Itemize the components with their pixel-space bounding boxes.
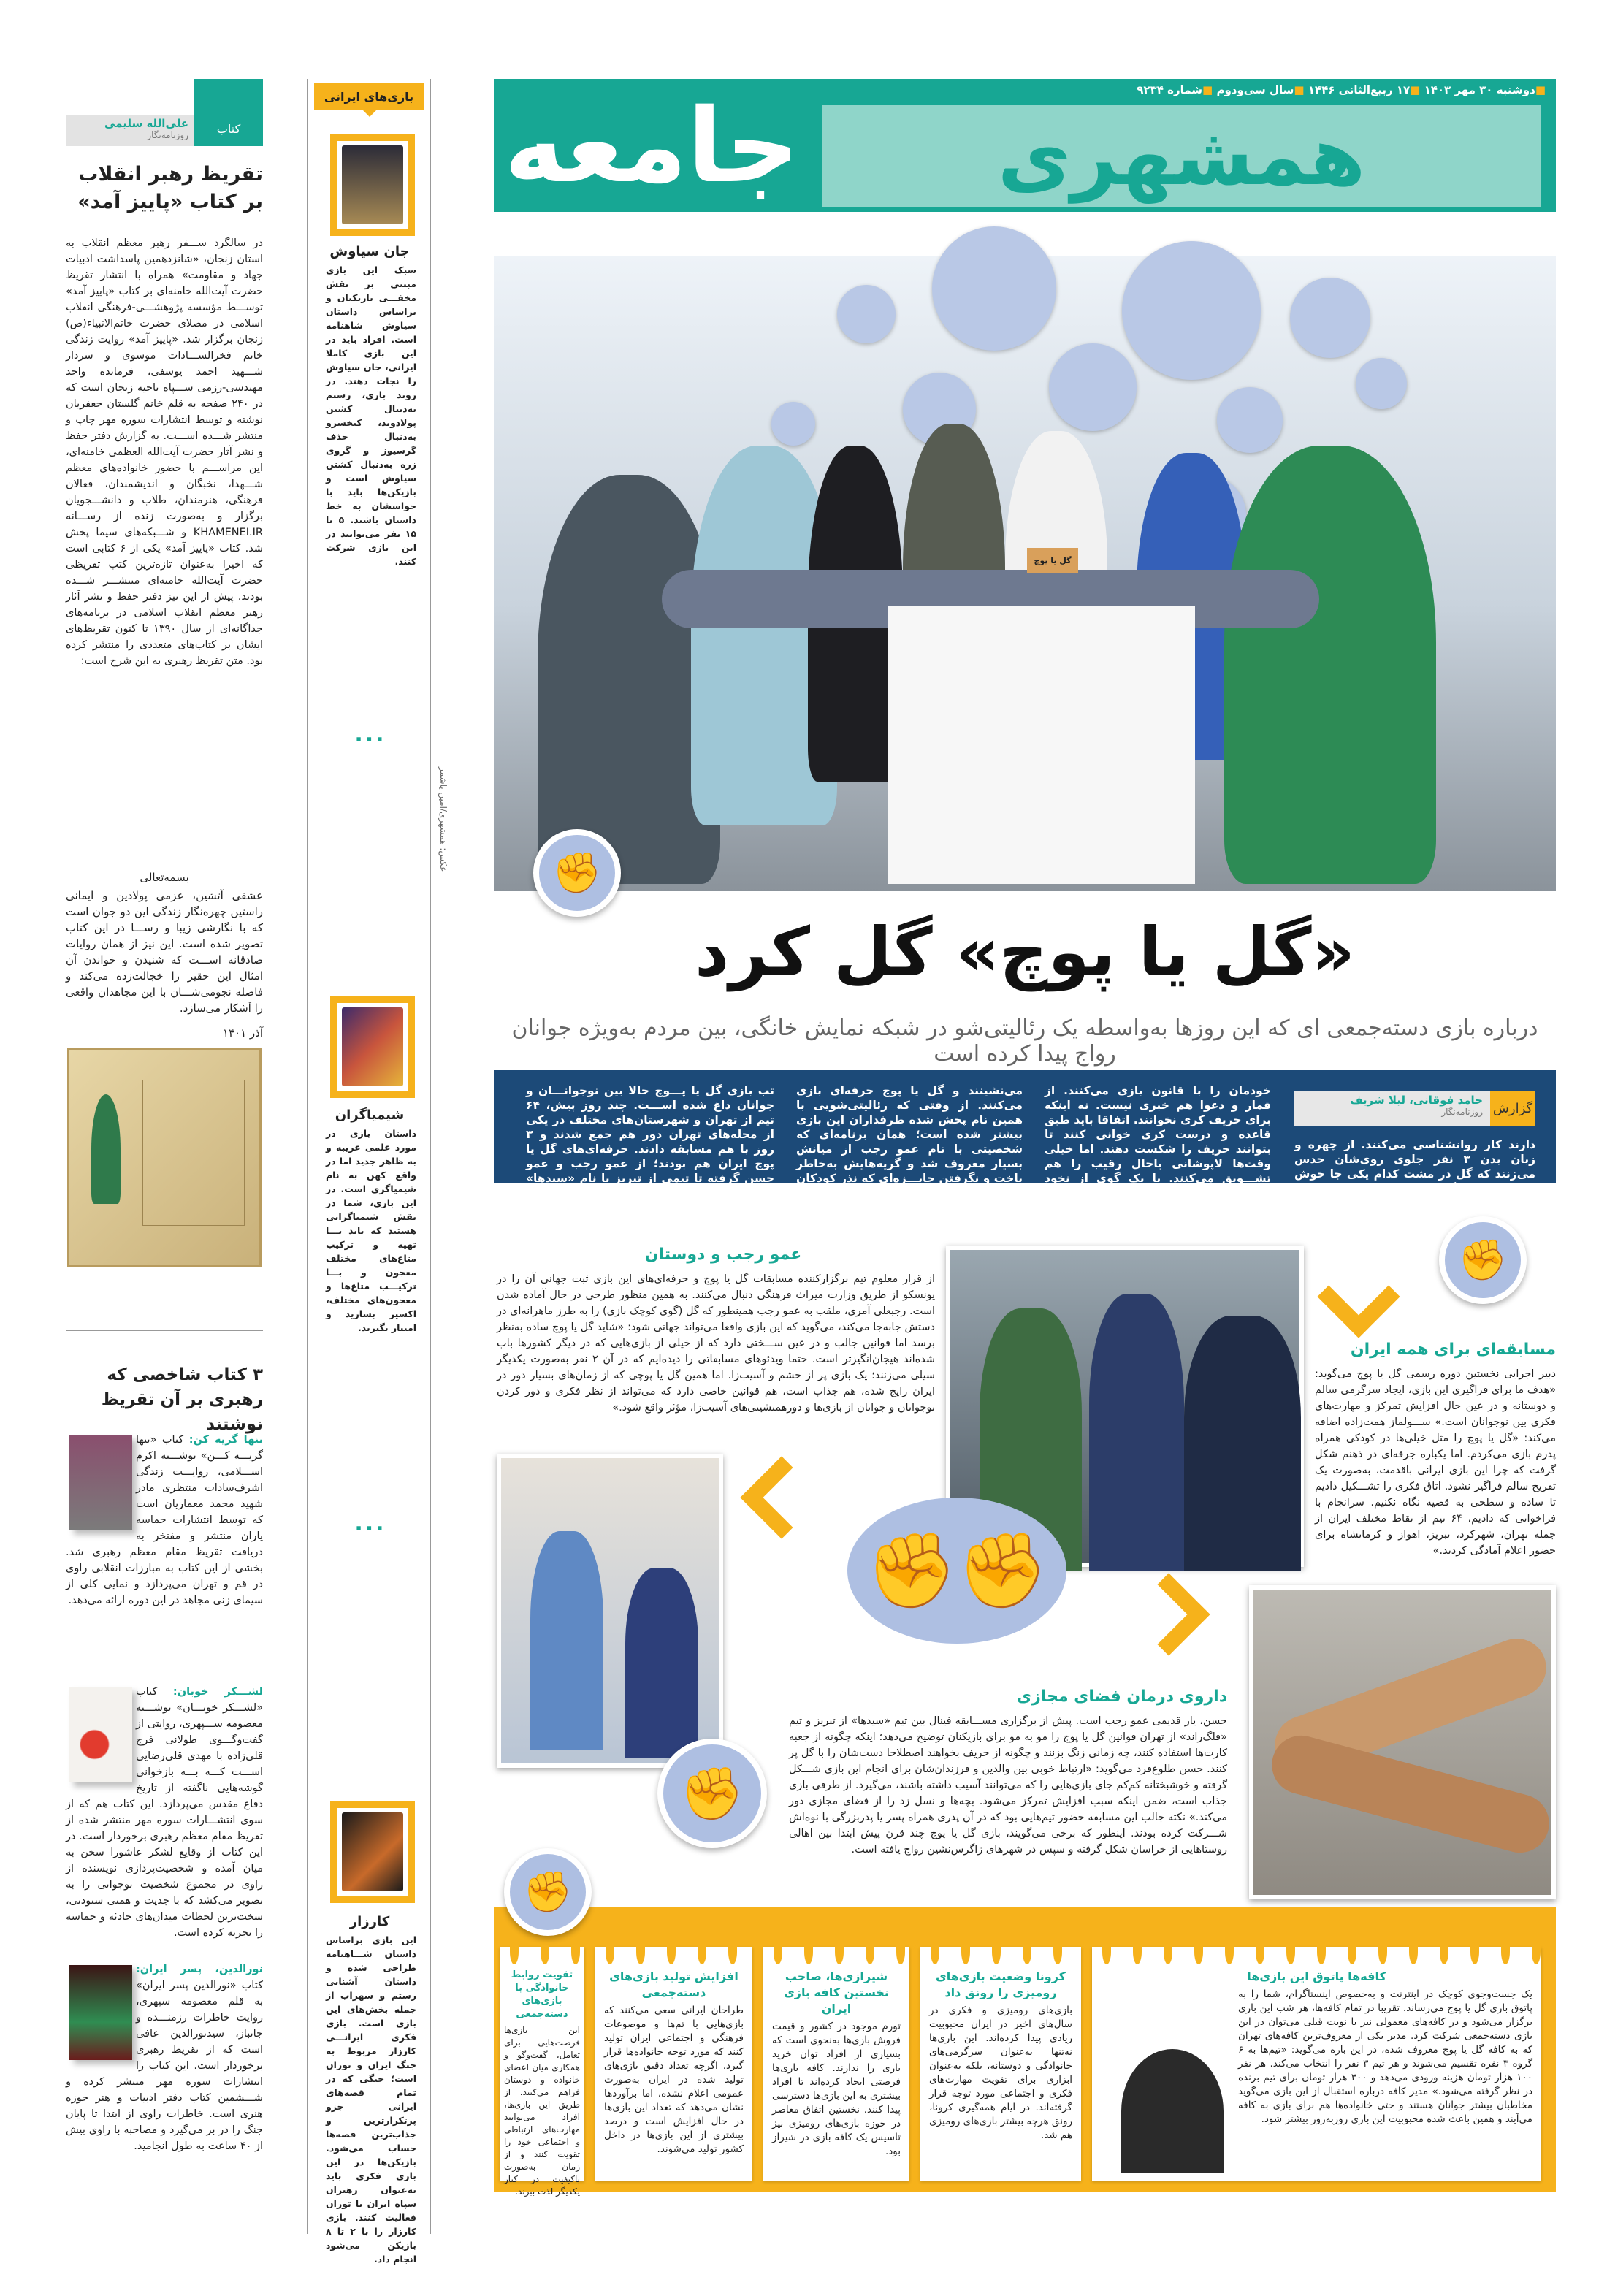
book-article-title: تقریظ رهبر انقلاب بر کتاب «پاییز آمد» bbox=[77, 163, 263, 213]
card-text: این بازی‌ها فرصت‌هایی برای تعامل، گفت‌وگو و همکاری میان اعضای خانواده و دوستان فراهم می‌کنند. از طریق این بازی‌ها، افراد می‌توانند مهارت‌های ارتباطی و اجتماعی خود را تقویت کنند و از زمان به‌صورت باکیفیت در کنار یکدیگر لذت ببرند. bbox=[504, 2025, 580, 2197]
drip-shape bbox=[1286, 1940, 1295, 1964]
photo-credit: عکس: همشهری/امین یاشمر bbox=[438, 767, 448, 872]
book-name: نورالدین، پسر ایران: bbox=[136, 1964, 263, 1975]
game-title: جان سیاوش bbox=[329, 244, 410, 259]
info-card bbox=[500, 1947, 584, 2197]
lead-col-2: خودمان را با قانون بازی می‌کنند. از قمار و دعوا هم خبری نیست. نه اینکه برای حریف کری نخوانند. اتفاقا باید طبق قاعده و درست کری خوانی کنند تا بتوانند حریف را شکست دهند. اما خیلی وقت‌ها لاپوشانی باحال رقیب را هم تشـــویق می‌کنند. با یک گوی از نخود کوچک‌تر و چند برگه که به آنها شانس بیشتر می‌دهد و یک زنگ رومیزی، ۳ بـــه ۳ روبه‌روی هم bbox=[1045, 1084, 1271, 1229]
drip-shape bbox=[1102, 1940, 1111, 1964]
drip-shape bbox=[1225, 1940, 1234, 1964]
card-title: تقویت روابط خانوادگی با بازی‌های دسته‌جمعی bbox=[511, 1969, 573, 2020]
issue-number: شماره ۹۲۳۴ bbox=[1137, 83, 1203, 96]
arrow-decoration bbox=[1317, 1255, 1400, 1338]
section-title-jameh: جامعه bbox=[504, 87, 800, 206]
book-item-2 bbox=[66, 1684, 263, 1941]
card-title: کرونا وضعیت بازی‌های رومیزی را رونق داد bbox=[936, 1969, 1066, 1999]
float-spacer bbox=[66, 1432, 136, 1530]
author-role: روزنامه‌نگار bbox=[147, 130, 188, 140]
drip-shape bbox=[1023, 1940, 1031, 1964]
book-item-1 bbox=[66, 1432, 263, 1609]
main-headline: «گل یا پوچ» گل کرد bbox=[695, 913, 1355, 991]
book-cover-image-paeez-amad bbox=[67, 1048, 262, 1267]
fist-icon: ✊ bbox=[1439, 1216, 1527, 1304]
drip-shape bbox=[961, 1940, 970, 1964]
book-article-body: در سالگرد ســـفر رهبر معظم انقلاب به استان زنجان، «شانزدهمین پاسداشت ادبیات جهاد و مقاومت» همراه با انتشار تقریظ حضرت آیت‌الله خامنه‌ای بر کتاب «پاییز آمد» توســـط مؤسسه پژوهشـــی-فرهنگی انقلاب اسلامی در مصلای حضرت خاتم‌الانبیاء(ص) زنجان برگزار شد. «پاییز آمد» روایت زندگی خانم فخرالســـادات موسوی و سردار شـــهید احمد یوسفی، فرمانده واحد مهندسی-رزمی ســـپاه ناحیه زنجان است که در ۲۴۰ صفحه به قلم خانم گلستان جعفریان نوشته و توسط انتشارات سوره مهر چاپ و منتشر شـــده اســـت. به گزارش دفتر حفظ و نشر آثار حضرت آیت‌الله العظمی خامنه‌ای، این مراســـم با حضور خانواده‌های معظم شـــهدا، نخبگان و اندیشمندان، فعالان فرهنگی، هنرمندان، طلاب و دانشـــجویان برگزار و به‌صورت زنده از رســـانه KHAMENEI.IR و شـــبکه‌های سیما پخش شد. کتاب «پاییز آمد» یکی از ۶ کتابی است که اخیرا به‌عنوان تازه‌ترین کتب تقریظی حضرت آیت‌الله خامنه‌ای منتشـــر شـــده بودند. پیش از این نیز دفتر حفظ و نشر آثار رهبر معظم انقلاب اسلامی در برنامه‌های جداگانه‌ای از سال ۱۳۹۰ تا کنون تقریظ‌های ایشان بر کتاب‌های متعددی را منتشر کرده بود. متن تقریظ رهبری به این شرح است: bbox=[66, 237, 264, 667]
book-name: لشـــکر خوبان: bbox=[172, 1686, 263, 1698]
sign-gol-ya-pooch: گل یا پوچ bbox=[1027, 548, 1078, 573]
author-name: علی‌الله سلیمی bbox=[104, 117, 188, 130]
date-shamsi: دوشنبه ۳۰ مهر ۱۴۰۳ bbox=[1424, 83, 1535, 96]
separator-dots: ... bbox=[354, 722, 386, 747]
leader-note: عشقی آتشین، عزمی پولادین و ایمانی راستین چهره‌نگار زندگی این دو جوان است که با نگارشی زیبا و رســـا در این کتاب تصویر شده است. این نیز از همان روایات صادقانه اســـت که شنیدن و خواندن آن امثال این حقیر را خجالت‌زده می‌کند و فاصله نجومی‌شـــان با این مجاهدان واقعی را آشکار می‌سازد. bbox=[66, 889, 263, 1015]
book-item-3 bbox=[66, 1961, 263, 2154]
game-text: سبک این بازی مبتنی بر نقش مخفـــی بازیکنان و براساس داستان سیاوش شاهنامه است. افراد باید در این بازی کاملا ایرانی، جان سیاوش را نجات دهند. در روند بازی، رستم به‌دنبال کشتن پولادوند، کیخسرو به‌دنبال حذف گرسیوز و گروی زره به‌دنبال کشتن سیاوش است و بازیکن‌ها باید با حواسشان به خط داستان باشند. ۵ تا ۱۵ نفر می‌توانند در این بازی شرکت کنند. bbox=[326, 264, 416, 567]
game-box-jan-siavash bbox=[330, 134, 415, 236]
drip-shape bbox=[728, 1940, 737, 1964]
sidebar-header: بازی‌های ایرانی bbox=[314, 83, 424, 110]
book-name: تنها گریه کن: bbox=[188, 1434, 264, 1446]
drip-shape bbox=[896, 1940, 905, 1964]
section-tab-book: کتاب bbox=[194, 79, 263, 146]
fists-illustration: ✊✊ bbox=[847, 1498, 1066, 1644]
drip-shape bbox=[1164, 1940, 1172, 1964]
book-text: کتاب «لشـــکر خوبـــان» نوشـــته معصومه ســـپهری، روایتی از گفت‌وگـــوی طولانی فرج قلی‌زاده با مهدی قلی‌رضایی اســـت کـــه بـــه بازخوانی گوشه‌هایی ناگفته از تاریخ دفاع مقدس می‌پردازد. این کتاب هم که از سوی انتشـــارات سوره مهر منتشر شده از تقریظ مقام معظم رهبری برخوردار است. در این کتاب از وقایع لشکر عاشورا سخن به میان آمده و شخصیت‌پردازی نویسنده از راوی در مجموع شخصیت نوجوانی را به تصویر می‌کشد که با جدیت و همتی ستودنی، سخت‌ترین لحظات میدان‌های حادثه و حماسه را تجربه کرده است. bbox=[66, 1686, 263, 1939]
info-card bbox=[1092, 1947, 1541, 2181]
drip-shape bbox=[804, 1940, 813, 1964]
drip-shape bbox=[1501, 1940, 1510, 1964]
drip-shape bbox=[1440, 1940, 1448, 1964]
date-hijri: ۱۷ ربیع‌الثانی ۱۴۴۶ bbox=[1308, 83, 1411, 96]
fist-icon: ✊ bbox=[533, 829, 621, 917]
amu-rajab-text: از قرار معلوم تیم برگزارکننده مسابقات گل یا پوچ و حرفه‌ای‌های این بازی ثبت جهانی آن را در یونسکو از طریق وزارت میراث فرهنگی دنبال می‌کنند. به همین منظور طرحی در حال آماده شدن است. رجبعلی آمری، ملقب به عمو رجب همینطور که گل (گوی کوچک بازی) را به طرز ماهرانه‌ای در دستش جابه‌جا می‌کند، می‌گوید که این بازی واقعا می‌تواند جهانی شود: «شاید گل یا پوچ ساده به‌نظر برسد اما قوانین جالب و در عین ســـختی دارد که از خیلی از بازی‌هایی که در دیگر کشورها باب شده‌اند هیجان‌انگیزتر است. حتما ویدئوهای مسابقاتی را دیده‌ایم که در آن ۲ نفر به‌صورت یکدیگر سیلی می‌زنند؛ یک بازی پر از خشم و آسیب‌زا. اما همین گل یا پوچی که از زمان‌های بسیار دور در ایران رایج شده، هم جذاب است، هم قوانین خاصی دارد که می‌تواند از نظر فکری و دور کردن نوجوانان و جوانان از بازی‌ها و دورهمنشینی‌های آسیب‌زا، مؤثر واقع شود.» bbox=[497, 1273, 935, 1414]
book-text: کتاب «نورالدین پسر ایران» به قلم معصومه سپهری، روایت خاطرات رزمنـــده و جانباز، سیدنورالدین عافی است که از تقریظ رهبری برخوردار است. این کتاب را انتشارات سوره مهر منتشر کرده و شـــشمین کتاب دفتر ادبیات و هنر حوزه هنری است. خاطرات راوی از ابتدا تا پایان جنگ را در بر می‌گیرد و مصاحبه با راوی بیش از ۴۰ ساعت به طول انجامید. bbox=[66, 1980, 263, 2152]
volume-year: سال سی‌ودوم bbox=[1216, 83, 1294, 96]
columnist-portrait bbox=[1121, 2049, 1224, 2173]
game-title: شیمیاگران bbox=[335, 1107, 405, 1123]
competition-text: دبیر اجرایی نخستین دوره رسمی گل یا پوچ می‌گوید: «هدف ما برای فراگیری این بازی، ایجاد سرگرمی سالم و دوستانه و در عین حال افزایش تمرکز و مهارت‌های فکری بین نوجوانان است.» ســـولماز همت‌زاده اضافه می‌کند: «گل یا پوچ را مثل خیلی‌ها در کودکی همراه پدرم بازی می‌کردم. اما یکباره جرقه‌ای در ذهنم شکل گرفت که چرا این بازی ایرانی باقدمت، به‌صورت یک تفریح سالم فراگیر نشود. اتاق فکری را تشـــکیل دادیم تا ساده و سطحی به قضیه نگاه نکنیم. سرانجام با فراخوانی که دادیم، ۶۴ تیم از نقاط مختلف ایران از جمله تهران، شهرکرد، تبریز، اهواز و کرمانشاه برای حضور اعلام آمادگی کردند.» bbox=[1315, 1368, 1556, 1557]
card-text: یک جست‌وجوی کوچک در اینترنت و به‌خصوص اینستاگرام، شما را به پاتوق بازی گل یا پوچ می‌رساند. تقریبا در تمام کافه‌ها، هر شب این بازی برگزار می‌شود و در کافه‌های معمولی نیز با نوبت قبلی می‌توان در این بازی دسته‌جمعی شرکت کرد. مدیر یکی از معروف‌ترین کافه‌های تهران که به کافه گل یا پوچ معروف شده، در این باره می‌گوید: «تیم‌ها به ۶ گروه ۳ نفره تقسیم می‌شوند و هر تیم ۳ نفر را انتخاب می‌کند. هر نفر ۱۰۰ هزار تومان هزینه ورودی می‌دهد و ۳۰۰ هزار تومان برای تیم برنده در نظر گرفته می‌شود.» مدیر کافه درباره استقبال از این بازی می‌گوید مخاطبان بیشتر جوانان هستند و حتی خانواده‌ها هم برای بازی به کافه می‌آیند و همین باعث شده محبوبیت این بازی روزبه‌روز بیشتر شود. bbox=[1238, 1988, 1532, 2125]
issue-date-line: ■دوشنبه ۳۰ مهر ۱۴۰۳ ■۱۷ ربیع‌الثانی ۱۴۴۶ ■سال سی‌ودوم ■شماره ۹۲۳۴ bbox=[1137, 83, 1546, 96]
bottom-info-strip bbox=[494, 1907, 1556, 2197]
byline-text bbox=[1294, 1091, 1490, 1126]
card-text: تورم موجود در کشور و قیمت فروش بازی‌ها به‌نحوی است که بسیاری از افراد توان خرید بازی را ندارند. کافه بازی‌ها فرصتی ایجاد کرده‌اند تا افراد بیشتری به این بازی‌ها دسترسی پیدا کنند. نخستین اتفاق معاصر در حوزه بازی‌های رومیزی نیز تاسیس یک کافه بازی در شیراز بود. bbox=[772, 2021, 901, 2157]
drip-shape bbox=[1532, 1940, 1541, 1964]
iranian-games-sidebar bbox=[307, 79, 431, 2265]
separator-dots: ... bbox=[354, 1511, 386, 1536]
card-text: طراحان ایرانی سعی می‌کنند که بازی‌هایی با تم‌ها و موضوعات فرهنگی و اجتماعی ایران تولید کنند که مورد توجه خانواده‌ها قرار گیرد. اگرچه تعداد دقیق بازی‌های تولید شده در ایران به‌صورت عمومی اعلام نشده، اما برآوردها نشان می‌دهد که تعداد این بازی‌ها در حال افزایش است و درصد بیشتری از این بازی‌ها در داخل کشور تولید می‌شوند. bbox=[604, 2005, 744, 2155]
lead-col-4: تب بازی گل یا پـــوچ حالا بین نوجوانـــان و جوانان داغ شده اســـت. چند روز پیش، ۶۴ تیم از تهران و شهرستان‌های مختلف در یکی از محله‌های تهران دور هم جمع شدند و ۳ روز با هم مسابقه دادند. حرفه‌ای‌های گل یا پوچ ایران هم بودند؛ از عمو رجب و عمو حسن گرفته تا تیمی از تبریز با نام «سیدها» که حریف‌ها در برابرشان کم می‌آوردند. bbox=[526, 1084, 774, 1200]
game-text: داستان بازی در مورد علمی غریبه و به ظاهر جدید اما در واقع کهن به نام شیمیاگری است. در این بازی، شما در نقش شیمیاگرانی هستید که باید بـــا تهیه و ترکیب متاع‌های مختلف معجون و بـــا ترکیـــب متاع‌ها و معجون‌های مختلف، اکسیر بسازید و امتیاز بگیرید. bbox=[326, 1128, 416, 1333]
info-card bbox=[920, 1947, 1081, 2181]
divider bbox=[66, 1330, 263, 1331]
game-text: این بازی براساس داستان شـــاهنامه طراحی شده و داستان آشنایی رستم و سهراب از جمله بخش‌های این بازی است. بازی فکری ایرانـــی کارزار مربوط به جنگ ایران و توران است؛ جنگی که در تمام قصه‌های ایرانی جزو پرتکرارترین و جذاب‌ترین قصه‌ها حساب می‌شود. بازیکن‌ها در این بازی فکری باید به‌عنوان رهبران سپاه ایران یا توران فعالیت کنند. بازی کارزار را با ۲ تا ۸ بازیکن می‌شود انجام داد. bbox=[326, 1934, 416, 2265]
info-card bbox=[595, 1947, 752, 2181]
float-spacer bbox=[66, 1961, 136, 2064]
report-lead-box bbox=[494, 1070, 1556, 1229]
drip-shape bbox=[1053, 1940, 1062, 1964]
card-title: افزایش تولید بازی‌های دسته‌جمعی bbox=[609, 1969, 738, 1999]
drip-shape bbox=[510, 1940, 519, 1964]
leader-note-heading: بسمه‌تعالی bbox=[140, 871, 189, 884]
game-box-shimiagaran bbox=[330, 996, 415, 1098]
drip-shape bbox=[1409, 1940, 1418, 1964]
card-title: شیرازی‌ها، صاحب نخستین کافه بازی ایران bbox=[784, 1969, 889, 2015]
arrow-decoration bbox=[740, 1456, 822, 1538]
author-bar bbox=[66, 115, 194, 146]
drip-shape bbox=[636, 1940, 645, 1964]
info-card bbox=[763, 1947, 909, 2181]
subhead-amu-rajab: عمو رجب و دوستان bbox=[644, 1246, 802, 1264]
hamshahri-logo: همشهری bbox=[822, 105, 1541, 207]
drip-shape bbox=[1348, 1940, 1356, 1964]
book-text: کتاب «تنها گریـــه کـــن» نوشـــته اکرم اســـلامی، روایـــت زندگی اشرف‌سادات منتظری مادر شهید محمد معماریان است که توسط انتشارات حماسه یاران منتشر و مفتخر به دریافت تقریظ مقام معظم رهبری شد. بخشی از این کتاب به مبارزات انقلابی راوی در قم و تهران می‌پردازد و نمایی کلی از سیمای زنی مجاهد در این دوره ارائه می‌دهد. bbox=[66, 1434, 263, 1606]
drip-shape bbox=[541, 1940, 549, 1964]
drip-shape bbox=[1256, 1940, 1264, 1964]
report-byline bbox=[1294, 1091, 1535, 1126]
card-text: بازی‌های رومیزی و فکری در سال‌های اخیر در ایران محبوبیت زیادی پیدا کرده‌اند. این بازی‌ها نه‌تنها به‌عنوان سرگرمی‌های خانوادگی و دوستانه، بلکه به‌عنوان ابزاری برای تقویت مهارت‌های فکری و اجتماعی مورد توجه قرار گرفته‌اند. در ایام همه‌گیری کرونا، رونق هرچه بیشتر بازی‌های رومیزی هم شد. bbox=[929, 2005, 1072, 2141]
drip-shape bbox=[606, 1940, 614, 1964]
photo-children-playing bbox=[497, 1454, 723, 1768]
subhead-cure: داروی درمان فضای مجازی bbox=[1017, 1687, 1227, 1706]
drip-shape bbox=[1317, 1940, 1326, 1964]
report-tag: گزارش bbox=[1490, 1091, 1535, 1126]
drip-shape bbox=[1470, 1940, 1479, 1964]
drip-shape bbox=[667, 1940, 676, 1964]
book-section-header bbox=[66, 79, 263, 146]
drip-shape bbox=[571, 1940, 580, 1964]
cure-text: حسن، یار قدیمی عمو رجب است. پیش از برگزاری مســـابقه فینال بین تیم «سیدها» از تبریز و تیم «فلگ‌راند» از تهران قوانین گل یا پوچ را مو به مو برای بازیکنان توضیح می‌دهد؛ اینکه چگونه از جعبه کارت‌ها استفاده کنند، چه زمانی زنگ بزنند و چگونه از حریف بخواهند اصطلاحا دست‌شان را با گل پر کنند. حسن طلوع‌فرد می‌گوید: «ارتباط خوبی بین والدین و فرزندان‌شان برای انجام این بازی شـــکل گرفته و خوشبختانه کم‌کم جای بازی‌هایی را که می‌توانند آسیب داشته باشند، می‌گیرد. از طرفی بازی جذاب است، ضمن اینکه سبب افزایش تمرکز می‌شود. بچه‌ها و نسل زد را از فضای مجازی دور می‌کند.» نکته جالب این مسابقه حضور تیم‌هایی بود که در آن پدری همراه پسر یا پدربزرگی با نوه‌اش شـــرکت کرده بودند. اینطور که برخی می‌گویند، بازی گل یا پوچ چند قرن پیش ابتدا بین اهالی روستاهایی از خراسان شکل گرفته و سپس در شهرهای زاگرس‌نشین رواج یافته است. bbox=[789, 1715, 1227, 1856]
drip-shape bbox=[992, 1940, 1001, 1964]
drip-shape bbox=[931, 1940, 939, 1964]
game-title: کارزار bbox=[349, 1914, 390, 1929]
fist-icon: ✊ bbox=[657, 1739, 767, 1848]
second-article-title: ۳ کتاب شاخصی که رهبری بر آن تقریظ نوشتند bbox=[101, 1365, 263, 1434]
main-photo-game-show bbox=[494, 256, 1556, 891]
drip-shape bbox=[1133, 1940, 1142, 1964]
report-authors: حامد فوقانی، لیلا شریف bbox=[1350, 1094, 1483, 1107]
masthead bbox=[494, 79, 1556, 212]
photo-hands-grip bbox=[1249, 1585, 1556, 1899]
report-role: روزنامه‌نگار bbox=[1441, 1107, 1483, 1117]
drip-shape bbox=[835, 1940, 844, 1964]
game-box-karzar bbox=[330, 1801, 415, 1903]
drip-shape bbox=[866, 1940, 874, 1964]
headline-deck: درباره بازی دسته‌جمعی ای که این روزها به‌واسطه یک رئالیتی‌شو در شبکه نمایش خانگی، بین مردم به‌ویژه جوانان رواج پیدا کرده است bbox=[511, 1015, 1538, 1067]
drip-shape bbox=[1378, 1940, 1387, 1964]
lead-col-3: می‌نشینند و گل یا پوچ حرفه‌ای بازی می‌کنند. از وقتی که رئالیتی‌شویی با همین نام پخش شده طرفداران این بازی بیشتر شده است؛ همان برنامه‌ای که شخصیتی با نام عمو رجب از میانش بسیار معروف شد و گریه‌هایش به‌خاطر باخت و نگرفتن جایـــزه‌ای که نذر کودکان بی‌سرپرست کرده بود، حسابی در شبکه‌های اجتماعی چرخید. bbox=[795, 1084, 1023, 1214]
fist-icon: ✊ bbox=[504, 1848, 592, 1936]
drip-shape bbox=[698, 1940, 706, 1964]
subhead-competition: مسابقه‌ای برای همه ایران bbox=[1350, 1340, 1556, 1359]
drip-shape bbox=[1194, 1940, 1203, 1964]
leader-note-date: آذر ۱۴۰۱ bbox=[222, 1026, 263, 1040]
card-title: کافه‌ها پاتوق این بازی‌ها bbox=[1247, 1969, 1386, 1983]
lead-col-1: دارند کار روانشناسی می‌کنند. از چهره و زبان بدن ۳ نفر جلوی روی‌شان حدس می‌زنند که گل در مشت کدام یکی جا خوش کرده؛ همـــان گل یا پوچ قدیمی bbox=[1294, 1138, 1535, 1195]
float-spacer bbox=[66, 1684, 136, 1793]
arrow-decoration bbox=[1127, 1573, 1210, 1655]
drip-shape bbox=[774, 1940, 782, 1964]
